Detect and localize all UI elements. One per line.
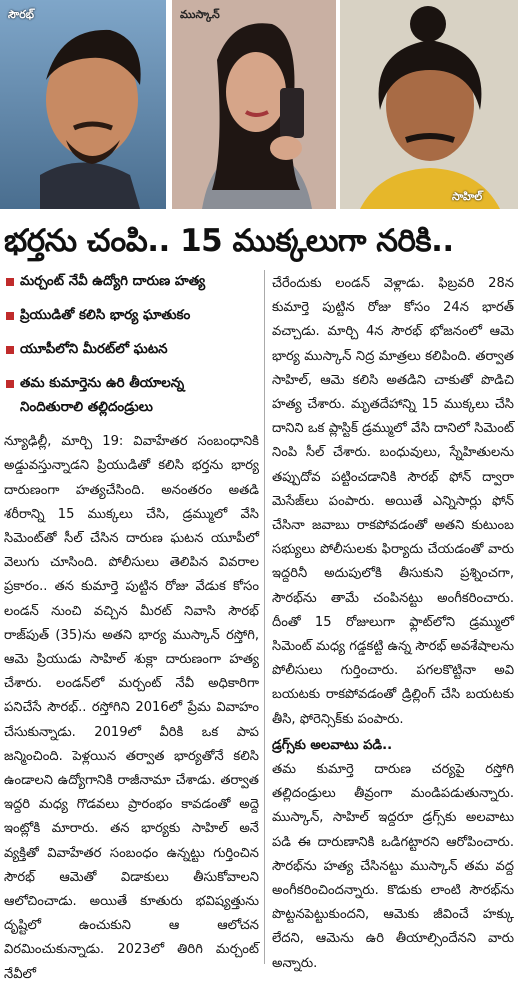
caption-saurabh: సౌరభ్ (8, 8, 34, 21)
photo-strip (0, 0, 518, 209)
bullet-item (4, 338, 259, 362)
bullet-square-icon (6, 312, 14, 320)
column-divider (264, 270, 265, 964)
bullet-square-icon (6, 278, 14, 286)
bullet-square-icon (6, 380, 14, 388)
photo-muskan (172, 0, 336, 209)
bullet-square-icon (6, 346, 14, 354)
bullet-continuation: నిందితురాలి తల్లిదండ్రులు (20, 400, 153, 415)
article-body-right: చేరేందుకు లండన్ వెళ్లాడు. ఫిబ్రవరి 28న కుమార్తె పుట్టిన రోజు కోసం 24న భారత్ వచ్చాడు. మార్చి 4న సౌరభ్ భోజనంలో ఆమె భార్య ముస్కాన్ నిద్ర మాత్రలు కలిపింది. తర్వాత సాహిల్, ఆమె కలిసి అతడిని చాకుతో పొడిచి హత్య చేశారు. మృతదేహాన్ని 15 ముక్కలు చేసి దానిని ఒక ప్లాస్టిక్ డ్రమ్ములో వేసి దానిలో సిమెంట్ నింపి సీల్ చేశారు. బంధువులు, స్నేహితులను తప్పుదోవ పట్టించడానికి సౌరభ్ ఫోన్ ద్వారా మెసేజ్‌లు పంపారు. అయితే ఎన్నిసార్లు ఫోన్ చేసినా జవాబు రాకపోవడంతో అతని కుటుంబ సభ్యులు పోలీసులకు ఫిర్యాదు చేయడంతో వారు ఇద్దరినీ అదుపులోకి తీసుకుని ప్రశ్నించగా, సౌరభ్‌ను తామే చంపినట్టు అంగీకరించారు. దీంతో 15 రోజులుగా ఫ్లాట్‌లోని డ్రమ్ములో సిమెంట్ మధ్య గడ్డకట్టి ఉన్న సౌరభ్ అవశేషాలను పోలీసులు గుర్తించారు. పగలకొట్టినా అవి బయటకు రాకపోవడంతో డ్రిల్లింగ్ చేసి బయటకు తీసి, ఫోరెన్సిక్‌కు పంపారు. (272, 276, 514, 727)
photo-saurabh (0, 0, 166, 209)
caption-sahil: సాహిల్ (452, 190, 483, 203)
bullet-text: మర్చంట్ నేవీ ఉద్యోగి దారుణ హత్య (20, 274, 206, 289)
bullet-item (4, 304, 259, 328)
article-body-left: న్యూఢిల్లీ, మార్చి 19: వివాహేతర సంబంధానికి అడ్డువస్తున్నాడని ప్రియుడితో కలిసి భర్తను భార్య దారుణంగా హత్యచేసింది. అనంతరం అతడి శరీరాన్ని 15 ముక్కలు చేసి, డ్రమ్ములో వేసి సిమెంట్‌తో సీల్ చేసిన దారుణ ఘటన యూపీలో వెలుగు చూసింది. పోలీసులు తెలిపిన వివరాల ప్రకారం.. తన కుమార్తె పుట్టిన రోజు వేడుక కోసం లండన్ నుంచి వచ్చిన మీరట్ నివాసి సౌరభ్ రాజ్‌పుత్ (35)ను అతని భార్య ముస్కాన్ రస్తోగి, ఆమె ప్రియుడు సాహిల్ శుక్లా దారుణంగా హత్య చేశారు. లండన్‌లో మర్చంట్ నేవీ అధికారిగా పనిచేసే సౌరభ్.. రస్తోగిని 2016లో ప్రేమ వివాహం చేసుకున్నాడు. 2019లో వీరికి ఒక పాప జన్మించింది. పెళ్లయిన తర్వాత భార్యతోనే కలిసి ఉండాలని ఉద్యోగానికి రాజీనామా చేశాడు. తర్వాత ఇద్దరి మధ్య గొడవలు ప్రారంభం కావడంతో అద్దె ఇంట్లోకి మారారు. తన భార్యకు సాహిల్ అనే వ్యక్తితో వివాహేతర సంబంధం ఉన్నట్టు గుర్తించిన సౌరభ్ ఆమెతో విడాకులు తీసుకోవాలని ఆలోచించాడు. అయితే కూతురు భవిష్యత్తును దృష్టిలో ఉంచుకుని ఆ ఆలోచన విరమించుకున్నాడు. 2023లో తిరిగి మర్చంట్ నేవీలో (4, 434, 259, 982)
left-column (4, 270, 259, 987)
article-body-right-continued: తమ కుమార్తె దారుణ చర్యపై రస్తోగి తల్లిదండ్రులు తీవ్రంగా మండిపడుతున్నారు. ముస్కాన్, సాహిల్ ఇద్దరూ డ్రగ్స్‌కు అలవాటు పడి ఈ దారుణానికి ఒడిగట్టారని ఆరోపించారు. సౌరభ్‌ను హత్య చేసినట్టు ముస్కాన్ తమ వద్ద అంగీకరించిందన్నారు. కొడుకు లాంటి సౌరభ్‌ను పొట్టనపెట్టుకుందని, ఆమెకు జీవించే హక్కు లేదని, ఆమెను ఉరి తీయాల్సిందేనని వారు అన్నారు. (272, 762, 514, 971)
bullet-text: తమ కుమార్తెను ఉరి తీయాలన్న (20, 376, 185, 391)
bullet-text: యూపీలోని మీరట్‌లో ఘటన (20, 342, 168, 357)
caption-muskan: ముస్కాన్ (180, 8, 220, 21)
highlight-bullets (4, 270, 259, 420)
bullet-text: ప్రియుడితో కలిసి భార్య ఘాతుకం (20, 308, 191, 323)
headline: భర్తను చంపి.. 15 ముక్కలుగా నరికి.. (4, 223, 454, 259)
bullet-item (4, 270, 259, 294)
photo-sahil (340, 0, 518, 209)
subheading: డ్రగ్స్‌కు అలవాటు పడి.. (272, 737, 393, 753)
right-column (272, 272, 514, 976)
bullet-item (4, 372, 259, 396)
